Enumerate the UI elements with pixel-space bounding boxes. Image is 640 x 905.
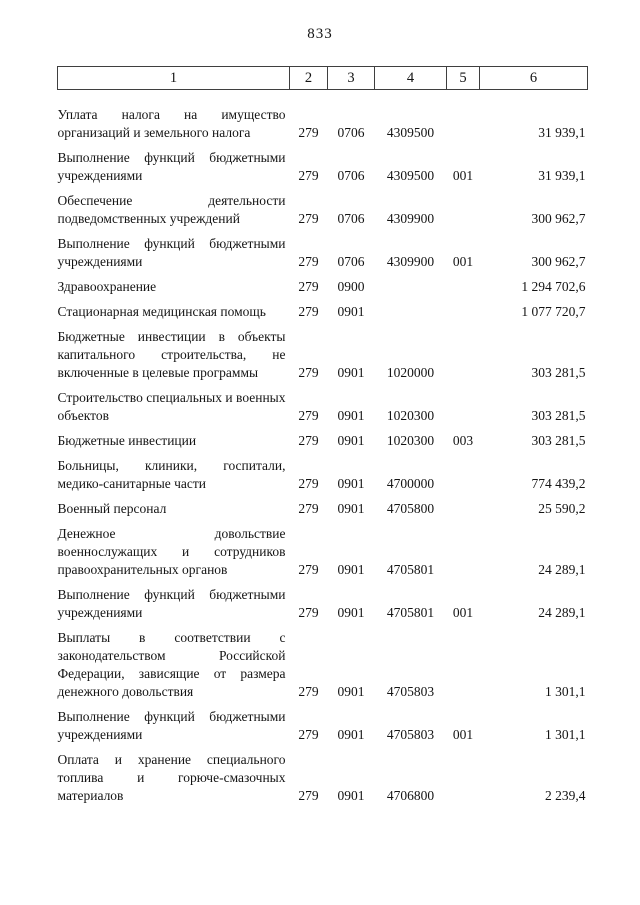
amount-cell: 300 962,7 bbox=[531, 254, 586, 269]
column-header: 6 bbox=[480, 67, 588, 90]
table-row bbox=[58, 382, 588, 425]
expense-name-cell: Выплаты в соответствии с законодательством Российской Федерации, зависящие от размера денежного довольствия bbox=[57, 630, 286, 699]
chief-admin-code-cell: 279 bbox=[298, 501, 319, 516]
expense-type-code-cell: 001 bbox=[452, 168, 474, 183]
amount-cell: 1 301,1 bbox=[545, 727, 586, 742]
column-header: 2 bbox=[290, 67, 328, 90]
amount-cell: 2 239,4 bbox=[545, 788, 586, 803]
section-code-cell: 0706 bbox=[337, 168, 365, 183]
section-code-cell: 0901 bbox=[337, 727, 365, 742]
table-row bbox=[58, 228, 588, 271]
expense-name-cell: Бюджетные инвестиции в объекты капитального строительства, не включенные в целевые программы bbox=[57, 329, 286, 380]
amount-cell: 303 281,5 bbox=[531, 408, 586, 423]
target-item-code-cell: 4309500 bbox=[386, 125, 435, 140]
amount-cell: 1 077 720,7 bbox=[521, 304, 586, 319]
expense-name-cell: Выполнение функций бюджетными учреждениями bbox=[57, 709, 286, 742]
section-code-cell: 0706 bbox=[337, 254, 365, 269]
expense-name-cell: Здравоохранение bbox=[57, 279, 157, 294]
expense-type-code-cell bbox=[447, 296, 480, 321]
section-code-cell: 0901 bbox=[337, 408, 365, 423]
column-header: 4 bbox=[375, 67, 447, 90]
table-row bbox=[58, 701, 588, 744]
table-row bbox=[58, 90, 588, 143]
table-row bbox=[58, 185, 588, 228]
amount-cell: 31 939,1 bbox=[538, 125, 586, 140]
chief-admin-code-cell: 279 bbox=[298, 684, 319, 699]
expense-type-code-cell bbox=[447, 744, 480, 805]
target-item-code-cell: 1020300 bbox=[386, 408, 435, 423]
chief-admin-code-cell: 279 bbox=[298, 408, 319, 423]
expense-type-code-cell: 001 bbox=[452, 727, 474, 742]
table-body bbox=[58, 90, 588, 806]
table-row bbox=[58, 744, 588, 805]
amount-cell: 300 962,7 bbox=[531, 211, 586, 226]
table-row bbox=[58, 450, 588, 493]
section-code-cell: 0901 bbox=[337, 476, 365, 491]
target-item-code-cell: 4706800 bbox=[386, 788, 435, 803]
expense-name-cell: Выполнение функций бюджетными учреждениями bbox=[57, 236, 286, 269]
amount-cell: 24 289,1 bbox=[538, 605, 586, 620]
expense-type-code-cell: 003 bbox=[452, 433, 474, 448]
section-code-cell: 0901 bbox=[337, 684, 365, 699]
target-item-code-cell: 1020300 bbox=[386, 433, 435, 448]
target-item-code-cell: 4700000 bbox=[386, 476, 435, 491]
expense-type-code-cell bbox=[447, 321, 480, 382]
target-item-code-cell bbox=[375, 271, 447, 296]
expense-name-cell: Стационарная медицинская помощь bbox=[57, 304, 266, 319]
chief-admin-code-cell: 279 bbox=[298, 279, 319, 294]
expense-name-cell: Выполнение функций бюджетными учреждениями bbox=[57, 150, 286, 183]
table-row bbox=[58, 622, 588, 701]
target-item-code-cell: 4705800 bbox=[386, 501, 435, 516]
section-code-cell: 0901 bbox=[337, 788, 365, 803]
chief-admin-code-cell: 279 bbox=[298, 727, 319, 742]
chief-admin-code-cell: 279 bbox=[298, 605, 319, 620]
table-row bbox=[58, 296, 588, 321]
table-row bbox=[58, 425, 588, 450]
section-code-cell: 0900 bbox=[337, 279, 365, 294]
expense-name-cell: Военный персонал bbox=[57, 501, 167, 516]
chief-admin-code-cell: 279 bbox=[298, 433, 319, 448]
expense-type-code-cell bbox=[447, 493, 480, 518]
amount-cell: 25 590,2 bbox=[538, 501, 586, 516]
chief-admin-code-cell: 279 bbox=[298, 211, 319, 226]
expense-type-code-cell: 001 bbox=[452, 605, 474, 620]
table-row bbox=[58, 518, 588, 579]
column-header: 5 bbox=[447, 67, 480, 90]
expense-type-code-cell bbox=[447, 90, 480, 143]
expense-type-code-cell bbox=[447, 382, 480, 425]
expense-name-cell: Бюджетные инвестиции bbox=[57, 433, 197, 448]
expense-type-code-cell bbox=[447, 622, 480, 701]
expense-name-cell: Денежное довольствие военнослужащих и сотрудников правоохранительных органов bbox=[57, 526, 286, 577]
section-code-cell: 0706 bbox=[337, 211, 365, 226]
target-item-code-cell: 4309900 bbox=[386, 254, 435, 269]
expense-name-cell: Выполнение функций бюджетными учреждениями bbox=[57, 587, 286, 620]
target-item-code-cell bbox=[375, 296, 447, 321]
section-code-cell: 0901 bbox=[337, 605, 365, 620]
amount-cell: 774 439,2 bbox=[531, 476, 586, 491]
expense-type-code-cell: 001 bbox=[452, 254, 474, 269]
chief-admin-code-cell: 279 bbox=[298, 365, 319, 380]
amount-cell: 1 294 702,6 bbox=[521, 279, 586, 294]
expense-type-code-cell bbox=[447, 450, 480, 493]
chief-admin-code-cell: 279 bbox=[298, 168, 319, 183]
table-header bbox=[58, 67, 588, 90]
amount-cell: 24 289,1 bbox=[538, 562, 586, 577]
section-code-cell: 0901 bbox=[337, 501, 365, 516]
table-header-row bbox=[58, 67, 588, 90]
section-code-cell: 0706 bbox=[337, 125, 365, 140]
target-item-code-cell: 4705803 bbox=[386, 727, 435, 742]
table-row bbox=[58, 579, 588, 622]
budget-table bbox=[57, 66, 588, 805]
target-item-code-cell: 4309900 bbox=[386, 211, 435, 226]
chief-admin-code-cell: 279 bbox=[298, 562, 319, 577]
expense-name-cell: Уплата налога на имущество организаций и земельного налога bbox=[57, 107, 286, 140]
column-header: 1 bbox=[58, 67, 290, 90]
expense-type-code-cell bbox=[447, 185, 480, 228]
table-row bbox=[58, 493, 588, 518]
page-number: 833 bbox=[307, 26, 333, 42]
chief-admin-code-cell: 279 bbox=[298, 125, 319, 140]
expense-type-code-cell bbox=[447, 271, 480, 296]
table-row bbox=[58, 142, 588, 185]
target-item-code-cell: 4309500 bbox=[386, 168, 435, 183]
chief-admin-code-cell: 279 bbox=[298, 476, 319, 491]
column-header: 3 bbox=[328, 67, 375, 90]
chief-admin-code-cell: 279 bbox=[298, 788, 319, 803]
target-item-code-cell: 4705801 bbox=[386, 562, 435, 577]
expense-name-cell: Оплата и хранение специального топлива и горюче-смазочных материалов bbox=[57, 752, 286, 803]
target-item-code-cell: 4705803 bbox=[386, 684, 435, 699]
table-row bbox=[58, 271, 588, 296]
expense-type-code-cell bbox=[447, 518, 480, 579]
table-row bbox=[58, 321, 588, 382]
section-code-cell: 0901 bbox=[337, 304, 365, 319]
expense-name-cell: Больницы, клиники, госпитали, медико-санитарные части bbox=[57, 458, 286, 491]
amount-cell: 31 939,1 bbox=[538, 168, 586, 183]
chief-admin-code-cell: 279 bbox=[298, 304, 319, 319]
amount-cell: 1 301,1 bbox=[545, 684, 586, 699]
section-code-cell: 0901 bbox=[337, 365, 365, 380]
amount-cell: 303 281,5 bbox=[531, 365, 586, 380]
section-code-cell: 0901 bbox=[337, 433, 365, 448]
target-item-code-cell: 4705801 bbox=[386, 605, 435, 620]
expense-name-cell: Обеспечение деятельности подведомственных учреждений bbox=[57, 193, 286, 226]
section-code-cell: 0901 bbox=[337, 562, 365, 577]
amount-cell: 303 281,5 bbox=[531, 433, 586, 448]
expense-name-cell: Строительство специальных и военных объектов bbox=[57, 390, 286, 423]
target-item-code-cell: 1020000 bbox=[386, 365, 435, 380]
chief-admin-code-cell: 279 bbox=[298, 254, 319, 269]
